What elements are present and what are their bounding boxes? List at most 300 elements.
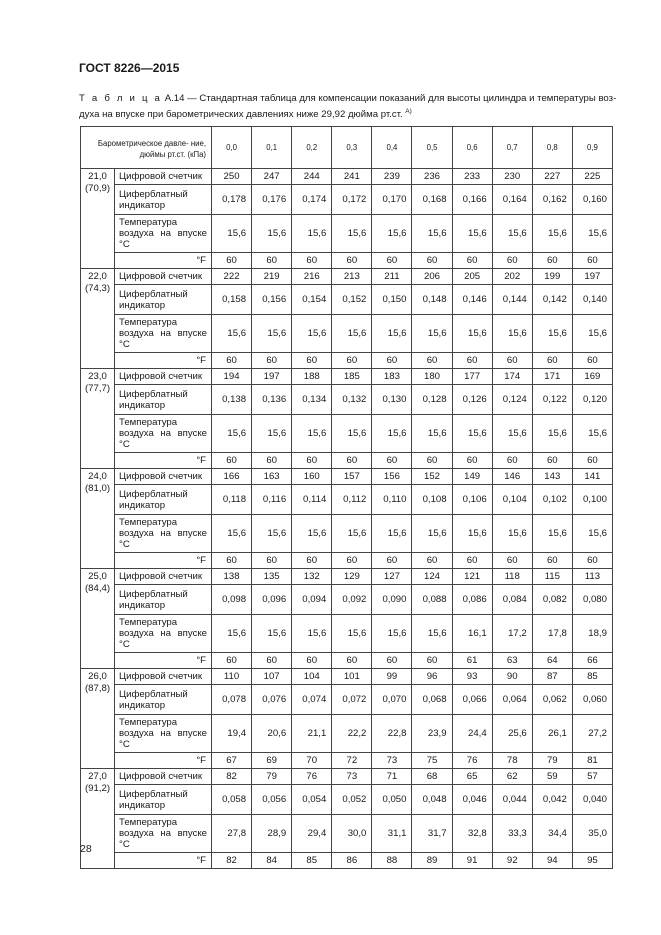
table-row-dial bbox=[81, 285, 613, 315]
table-cell: 0,096 bbox=[252, 585, 292, 615]
table-cell: 15,6 bbox=[492, 415, 532, 453]
header-column: 0,9 bbox=[572, 127, 612, 169]
table-cell: 19,4 bbox=[212, 715, 252, 753]
table-cell: 0,170 bbox=[372, 185, 412, 215]
table-cell: 0,086 bbox=[452, 585, 492, 615]
table-cell: 0,040 bbox=[572, 785, 612, 815]
table-cell: 60 bbox=[332, 653, 372, 669]
table-row-dial bbox=[81, 185, 613, 215]
table-cell: 166 bbox=[212, 469, 252, 485]
table-row-temp bbox=[81, 215, 613, 253]
table-cell: 0,140 bbox=[572, 285, 612, 315]
table-cell: 79 bbox=[252, 769, 292, 785]
table-cell: 15,6 bbox=[452, 415, 492, 453]
row-label-temp: Температура воздуха на впуске °C bbox=[115, 815, 212, 853]
table-cell: 0,098 bbox=[212, 585, 252, 615]
table-cell: 71 bbox=[372, 769, 412, 785]
table-cell: 213 bbox=[332, 269, 372, 285]
table-cell: 15,6 bbox=[212, 415, 252, 453]
table-row-temp bbox=[81, 515, 613, 553]
row-label-digital: Цифровой счетчик bbox=[115, 369, 212, 385]
table-row-fahrenheit bbox=[81, 353, 613, 369]
pressure-kpa: (74,3) bbox=[84, 283, 111, 294]
table-cell: 188 bbox=[292, 369, 332, 385]
table-cell: 15,6 bbox=[452, 215, 492, 253]
table-cell: 31,1 bbox=[372, 815, 412, 853]
table-cell: 225 bbox=[572, 169, 612, 185]
table-cell: 73 bbox=[332, 769, 372, 785]
table-cell: 0,090 bbox=[372, 585, 412, 615]
table-cell: 60 bbox=[532, 453, 572, 469]
table-cell: 205 bbox=[452, 269, 492, 285]
table-cell: 0,116 bbox=[252, 485, 292, 515]
table-cell: 0,094 bbox=[292, 585, 332, 615]
table-cell: 15,6 bbox=[292, 415, 332, 453]
table-cell: 78 bbox=[492, 753, 532, 769]
table-cell: 90 bbox=[492, 669, 532, 685]
table-cell: 135 bbox=[252, 569, 292, 585]
table-cell: 60 bbox=[292, 253, 332, 269]
table-cell: 84 bbox=[252, 853, 292, 869]
row-label-temp: Температура воздуха на впуске °C bbox=[115, 615, 212, 653]
table-cell: 0,134 bbox=[292, 385, 332, 415]
table-cell: 68 bbox=[412, 769, 452, 785]
table-row-digital bbox=[81, 769, 613, 785]
table-cell: 15,6 bbox=[572, 415, 612, 453]
table-cell: 60 bbox=[412, 553, 452, 569]
table-cell: 110 bbox=[212, 669, 252, 685]
table-cell: 0,084 bbox=[492, 585, 532, 615]
table-cell: 0,120 bbox=[572, 385, 612, 415]
header-column: 0,1 bbox=[252, 127, 292, 169]
row-label-dial: Циферблатный индикатор bbox=[115, 585, 212, 615]
caption-note-mark: А) bbox=[405, 108, 412, 115]
pressure-value: 26,0 bbox=[88, 671, 107, 682]
compensation-table bbox=[80, 126, 613, 869]
table-cell: 60 bbox=[532, 253, 572, 269]
table-caption bbox=[79, 92, 619, 121]
table-row-fahrenheit bbox=[81, 453, 613, 469]
table-cell: 64 bbox=[532, 653, 572, 669]
table-cell: 0,152 bbox=[332, 285, 372, 315]
table-cell: 15,6 bbox=[252, 515, 292, 553]
row-label-dial: Циферблатный индикатор bbox=[115, 485, 212, 515]
table-cell: 70 bbox=[292, 753, 332, 769]
table-cell: 0,164 bbox=[492, 185, 532, 215]
table-cell: 0,104 bbox=[492, 485, 532, 515]
document-code: ГОСТ 8226—2015 bbox=[79, 61, 180, 75]
table-cell: 0,126 bbox=[452, 385, 492, 415]
header-column: 0,6 bbox=[452, 127, 492, 169]
header-column: 0,2 bbox=[292, 127, 332, 169]
table-cell: 0,088 bbox=[412, 585, 452, 615]
table-cell: 127 bbox=[372, 569, 412, 585]
row-label-fahrenheit: °F bbox=[115, 753, 212, 769]
caption-text-line1: А.14 — Стандартная таблица для компенсации показаний для высоты цилиндра и температуры воз- bbox=[162, 93, 617, 104]
row-label-temp: Температура воздуха на впуске °C bbox=[115, 415, 212, 453]
table-cell: 149 bbox=[452, 469, 492, 485]
table-row-dial bbox=[81, 585, 613, 615]
table-cell: 15,6 bbox=[412, 315, 452, 353]
pressure-value: 25,0 bbox=[88, 571, 107, 582]
table-cell: 183 bbox=[372, 369, 412, 385]
pressure-cell bbox=[81, 669, 115, 769]
row-label-digital: Цифровой счетчик bbox=[115, 569, 212, 585]
table-cell: 15,6 bbox=[412, 415, 452, 453]
table-cell: 60 bbox=[572, 253, 612, 269]
pressure-cell bbox=[81, 169, 115, 269]
table-cell: 60 bbox=[412, 253, 452, 269]
table-cell: 0,122 bbox=[532, 385, 572, 415]
table-cell: 17,2 bbox=[492, 615, 532, 653]
table-cell: 60 bbox=[412, 353, 452, 369]
table-cell: 0,060 bbox=[572, 685, 612, 715]
table-cell: 60 bbox=[252, 353, 292, 369]
table-cell: 0,068 bbox=[412, 685, 452, 715]
table-cell: 244 bbox=[292, 169, 332, 185]
table-cell: 15,6 bbox=[532, 215, 572, 253]
table-cell: 91 bbox=[452, 853, 492, 869]
row-label-digital: Цифровой счетчик bbox=[115, 269, 212, 285]
table-cell: 34,4 bbox=[532, 815, 572, 853]
table-cell: 157 bbox=[332, 469, 372, 485]
row-label-digital: Цифровой счетчик bbox=[115, 669, 212, 685]
table-cell: 0,156 bbox=[252, 285, 292, 315]
table-cell: 99 bbox=[372, 669, 412, 685]
table-cell: 26,1 bbox=[532, 715, 572, 753]
table-cell: 60 bbox=[332, 453, 372, 469]
table-cell: 72 bbox=[332, 753, 372, 769]
pressure-value: 23,0 bbox=[88, 371, 107, 382]
table-cell: 61 bbox=[452, 653, 492, 669]
table-cell: 60 bbox=[332, 553, 372, 569]
table-cell: 15,6 bbox=[292, 215, 332, 253]
table-cell: 60 bbox=[492, 453, 532, 469]
table-cell: 30,0 bbox=[332, 815, 372, 853]
table-cell: 169 bbox=[572, 369, 612, 385]
table-cell: 0,050 bbox=[372, 785, 412, 815]
row-label-dial: Циферблатный индикатор bbox=[115, 285, 212, 315]
table-cell: 24,4 bbox=[452, 715, 492, 753]
table-row-digital bbox=[81, 269, 613, 285]
table-cell: 107 bbox=[252, 669, 292, 685]
table-cell: 0,162 bbox=[532, 185, 572, 215]
header-column: 0,3 bbox=[332, 127, 372, 169]
table-cell: 94 bbox=[532, 853, 572, 869]
table-cell: 93 bbox=[452, 669, 492, 685]
table-cell: 25,6 bbox=[492, 715, 532, 753]
table-cell: 230 bbox=[492, 169, 532, 185]
table-cell: 21,1 bbox=[292, 715, 332, 753]
table-cell: 0,132 bbox=[332, 385, 372, 415]
table-cell: 60 bbox=[332, 353, 372, 369]
table-cell: 15,6 bbox=[492, 515, 532, 553]
table-cell: 35,0 bbox=[572, 815, 612, 853]
table-cell: 216 bbox=[292, 269, 332, 285]
table-cell: 171 bbox=[532, 369, 572, 385]
row-label-fahrenheit: °F bbox=[115, 853, 212, 869]
table-cell: 0,172 bbox=[332, 185, 372, 215]
table-cell: 60 bbox=[452, 453, 492, 469]
header-column: 0,0 bbox=[212, 127, 252, 169]
table-cell: 23,9 bbox=[412, 715, 452, 753]
table-cell: 65 bbox=[452, 769, 492, 785]
table-cell: 250 bbox=[212, 169, 252, 185]
table-cell: 69 bbox=[252, 753, 292, 769]
table-cell: 60 bbox=[492, 553, 532, 569]
table-cell: 0,130 bbox=[372, 385, 412, 415]
table-cell: 132 bbox=[292, 569, 332, 585]
table-cell: 85 bbox=[292, 853, 332, 869]
table-cell: 247 bbox=[252, 169, 292, 185]
table-cell: 222 bbox=[212, 269, 252, 285]
table-cell: 0,052 bbox=[332, 785, 372, 815]
header-column: 0,8 bbox=[532, 127, 572, 169]
table-cell: 121 bbox=[452, 569, 492, 585]
table-cell: 15,6 bbox=[572, 515, 612, 553]
table-cell: 60 bbox=[372, 553, 412, 569]
table-cell: 81 bbox=[572, 753, 612, 769]
table-cell: 59 bbox=[532, 769, 572, 785]
table-cell: 129 bbox=[332, 569, 372, 585]
table-cell: 0,128 bbox=[412, 385, 452, 415]
table-cell: 0,082 bbox=[532, 585, 572, 615]
row-label-temp: Температура воздуха на впуске °C bbox=[115, 215, 212, 253]
table-cell: 0,144 bbox=[492, 285, 532, 315]
table-row-temp bbox=[81, 315, 613, 353]
table-cell: 239 bbox=[372, 169, 412, 185]
table-row-fahrenheit bbox=[81, 653, 613, 669]
table-cell: 60 bbox=[252, 453, 292, 469]
table-cell: 211 bbox=[372, 269, 412, 285]
table-cell: 92 bbox=[492, 853, 532, 869]
table-cell: 15,6 bbox=[492, 215, 532, 253]
table-cell: 0,102 bbox=[532, 485, 572, 515]
table-cell: 0,124 bbox=[492, 385, 532, 415]
table-cell: 60 bbox=[412, 653, 452, 669]
table-cell: 67 bbox=[212, 753, 252, 769]
table-cell: 32,8 bbox=[452, 815, 492, 853]
table-cell: 185 bbox=[332, 369, 372, 385]
pressure-cell bbox=[81, 369, 115, 469]
table-cell: 163 bbox=[252, 469, 292, 485]
pressure-value: 24,0 bbox=[88, 471, 107, 482]
table-cell: 28,9 bbox=[252, 815, 292, 853]
table-cell: 241 bbox=[332, 169, 372, 185]
table-cell: 60 bbox=[372, 653, 412, 669]
row-label-digital: Цифровой счетчик bbox=[115, 769, 212, 785]
table-cell: 60 bbox=[252, 553, 292, 569]
table-cell: 0,168 bbox=[412, 185, 452, 215]
table-row-digital bbox=[81, 569, 613, 585]
table-cell: 15,6 bbox=[372, 215, 412, 253]
pressure-kpa: (77,7) bbox=[84, 383, 111, 394]
table-cell: 199 bbox=[532, 269, 572, 285]
table-row-temp bbox=[81, 715, 613, 753]
row-label-fahrenheit: °F bbox=[115, 653, 212, 669]
table-cell: 15,6 bbox=[532, 515, 572, 553]
header-column: 0,7 bbox=[492, 127, 532, 169]
table-cell: 0,112 bbox=[332, 485, 372, 515]
table-cell: 85 bbox=[572, 669, 612, 685]
table-cell: 15,6 bbox=[532, 315, 572, 353]
table-cell: 227 bbox=[532, 169, 572, 185]
table-cell: 15,6 bbox=[532, 415, 572, 453]
table-cell: 60 bbox=[292, 453, 332, 469]
table-cell: 86 bbox=[332, 853, 372, 869]
pressure-kpa: (84,4) bbox=[84, 583, 111, 594]
table-cell: 29,4 bbox=[292, 815, 332, 853]
table-cell: 0,146 bbox=[452, 285, 492, 315]
table-cell: 219 bbox=[252, 269, 292, 285]
table-cell: 15,6 bbox=[332, 615, 372, 653]
table-cell: 15,6 bbox=[252, 615, 292, 653]
table-cell: 115 bbox=[532, 569, 572, 585]
pressure-value: 27,0 bbox=[88, 771, 107, 782]
table-cell: 0,076 bbox=[252, 685, 292, 715]
table-cell: 60 bbox=[292, 353, 332, 369]
row-label-digital: Цифровой счетчик bbox=[115, 469, 212, 485]
row-label-fahrenheit: °F bbox=[115, 553, 212, 569]
pressure-kpa: (91,2) bbox=[84, 783, 111, 794]
table-cell: 0,154 bbox=[292, 285, 332, 315]
row-label-dial: Циферблатный индикатор bbox=[115, 685, 212, 715]
row-label-temp: Температура воздуха на впуске °C bbox=[115, 315, 212, 353]
table-row-fahrenheit bbox=[81, 853, 613, 869]
table-cell: 60 bbox=[212, 253, 252, 269]
table-cell: 60 bbox=[372, 353, 412, 369]
table-cell: 60 bbox=[292, 553, 332, 569]
table-row-fahrenheit bbox=[81, 753, 613, 769]
pressure-value: 21,0 bbox=[88, 171, 107, 182]
table-cell: 60 bbox=[572, 353, 612, 369]
table-cell: 0,080 bbox=[572, 585, 612, 615]
table-cell: 0,070 bbox=[372, 685, 412, 715]
table-cell: 15,6 bbox=[212, 315, 252, 353]
table-cell: 27,8 bbox=[212, 815, 252, 853]
table-cell: 63 bbox=[492, 653, 532, 669]
table-cell: 101 bbox=[332, 669, 372, 685]
table-cell: 0,108 bbox=[412, 485, 452, 515]
table-cell: 0,160 bbox=[572, 185, 612, 215]
table-cell: 0,056 bbox=[252, 785, 292, 815]
table-cell: 104 bbox=[292, 669, 332, 685]
table-cell: 15,6 bbox=[212, 615, 252, 653]
table-cell: 0,166 bbox=[452, 185, 492, 215]
table-cell: 15,6 bbox=[452, 515, 492, 553]
table-cell: 60 bbox=[412, 453, 452, 469]
table-cell: 0,150 bbox=[372, 285, 412, 315]
caption-text-line2: духа на впуске при барометрических давлениях ниже 29,92 дюйма рт.ст. bbox=[79, 109, 406, 121]
table-cell: 60 bbox=[492, 253, 532, 269]
table-cell: 15,6 bbox=[372, 615, 412, 653]
table-cell: 60 bbox=[532, 353, 572, 369]
pressure-value: 22,0 bbox=[88, 271, 107, 282]
table-cell: 60 bbox=[212, 353, 252, 369]
table-cell: 0,048 bbox=[412, 785, 452, 815]
table-cell: 160 bbox=[292, 469, 332, 485]
pressure-cell bbox=[81, 469, 115, 569]
table-cell: 75 bbox=[412, 753, 452, 769]
table-cell: 0,176 bbox=[252, 185, 292, 215]
table-cell: 118 bbox=[492, 569, 532, 585]
table-cell: 60 bbox=[212, 453, 252, 469]
table-cell: 0,044 bbox=[492, 785, 532, 815]
table-cell: 174 bbox=[492, 369, 532, 385]
table-cell: 156 bbox=[372, 469, 412, 485]
table-cell: 15,6 bbox=[492, 315, 532, 353]
table-row-temp bbox=[81, 415, 613, 453]
table-cell: 0,174 bbox=[292, 185, 332, 215]
table-cell: 180 bbox=[412, 369, 452, 385]
row-label-temp: Температура воздуха на впуске °C bbox=[115, 715, 212, 753]
table-cell: 146 bbox=[492, 469, 532, 485]
table-cell: 89 bbox=[412, 853, 452, 869]
table-cell: 18,9 bbox=[572, 615, 612, 653]
table-row-dial bbox=[81, 385, 613, 415]
table-cell: 197 bbox=[572, 269, 612, 285]
table-cell: 15,6 bbox=[332, 215, 372, 253]
table-cell: 22,8 bbox=[372, 715, 412, 753]
table-cell: 0,100 bbox=[572, 485, 612, 515]
table-row-digital bbox=[81, 369, 613, 385]
row-label-dial: Циферблатный индикатор bbox=[115, 385, 212, 415]
table-cell: 76 bbox=[452, 753, 492, 769]
table-cell: 57 bbox=[572, 769, 612, 785]
table-cell: 31,7 bbox=[412, 815, 452, 853]
table-cell: 60 bbox=[532, 553, 572, 569]
table-cell: 15,6 bbox=[372, 515, 412, 553]
table-cell: 152 bbox=[412, 469, 452, 485]
table-cell: 15,6 bbox=[412, 615, 452, 653]
table-cell: 60 bbox=[252, 653, 292, 669]
table-cell: 27,2 bbox=[572, 715, 612, 753]
table-cell: 60 bbox=[572, 453, 612, 469]
table-cell: 0,106 bbox=[452, 485, 492, 515]
table-cell: 15,6 bbox=[292, 315, 332, 353]
table-header-row bbox=[81, 127, 613, 169]
table-cell: 60 bbox=[372, 253, 412, 269]
table-cell: 15,6 bbox=[332, 315, 372, 353]
table-cell: 194 bbox=[212, 369, 252, 385]
pressure-kpa: (70,9) bbox=[84, 183, 111, 194]
table-cell: 0,158 bbox=[212, 285, 252, 315]
table-cell: 87 bbox=[532, 669, 572, 685]
table-cell: 15,6 bbox=[252, 215, 292, 253]
table-cell: 113 bbox=[572, 569, 612, 585]
header-column: 0,5 bbox=[412, 127, 452, 169]
caption-table-word: Т а б л и ц а bbox=[79, 93, 163, 104]
table-cell: 17,8 bbox=[532, 615, 572, 653]
table-cell: 206 bbox=[412, 269, 452, 285]
table-cell: 15,6 bbox=[212, 515, 252, 553]
table-cell: 15,6 bbox=[452, 315, 492, 353]
table-cell: 0,046 bbox=[452, 785, 492, 815]
table-cell: 15,6 bbox=[372, 315, 412, 353]
table-cell: 15,6 bbox=[252, 415, 292, 453]
table-row-fahrenheit bbox=[81, 253, 613, 269]
table-row-dial bbox=[81, 785, 613, 815]
table-cell: 60 bbox=[452, 353, 492, 369]
table-cell: 15,6 bbox=[412, 515, 452, 553]
table-cell: 88 bbox=[372, 853, 412, 869]
table-cell: 20,6 bbox=[252, 715, 292, 753]
table-cell: 33,3 bbox=[492, 815, 532, 853]
table-cell: 60 bbox=[492, 353, 532, 369]
table-cell: 0,136 bbox=[252, 385, 292, 415]
table-cell: 60 bbox=[452, 553, 492, 569]
table-cell: 15,6 bbox=[332, 415, 372, 453]
